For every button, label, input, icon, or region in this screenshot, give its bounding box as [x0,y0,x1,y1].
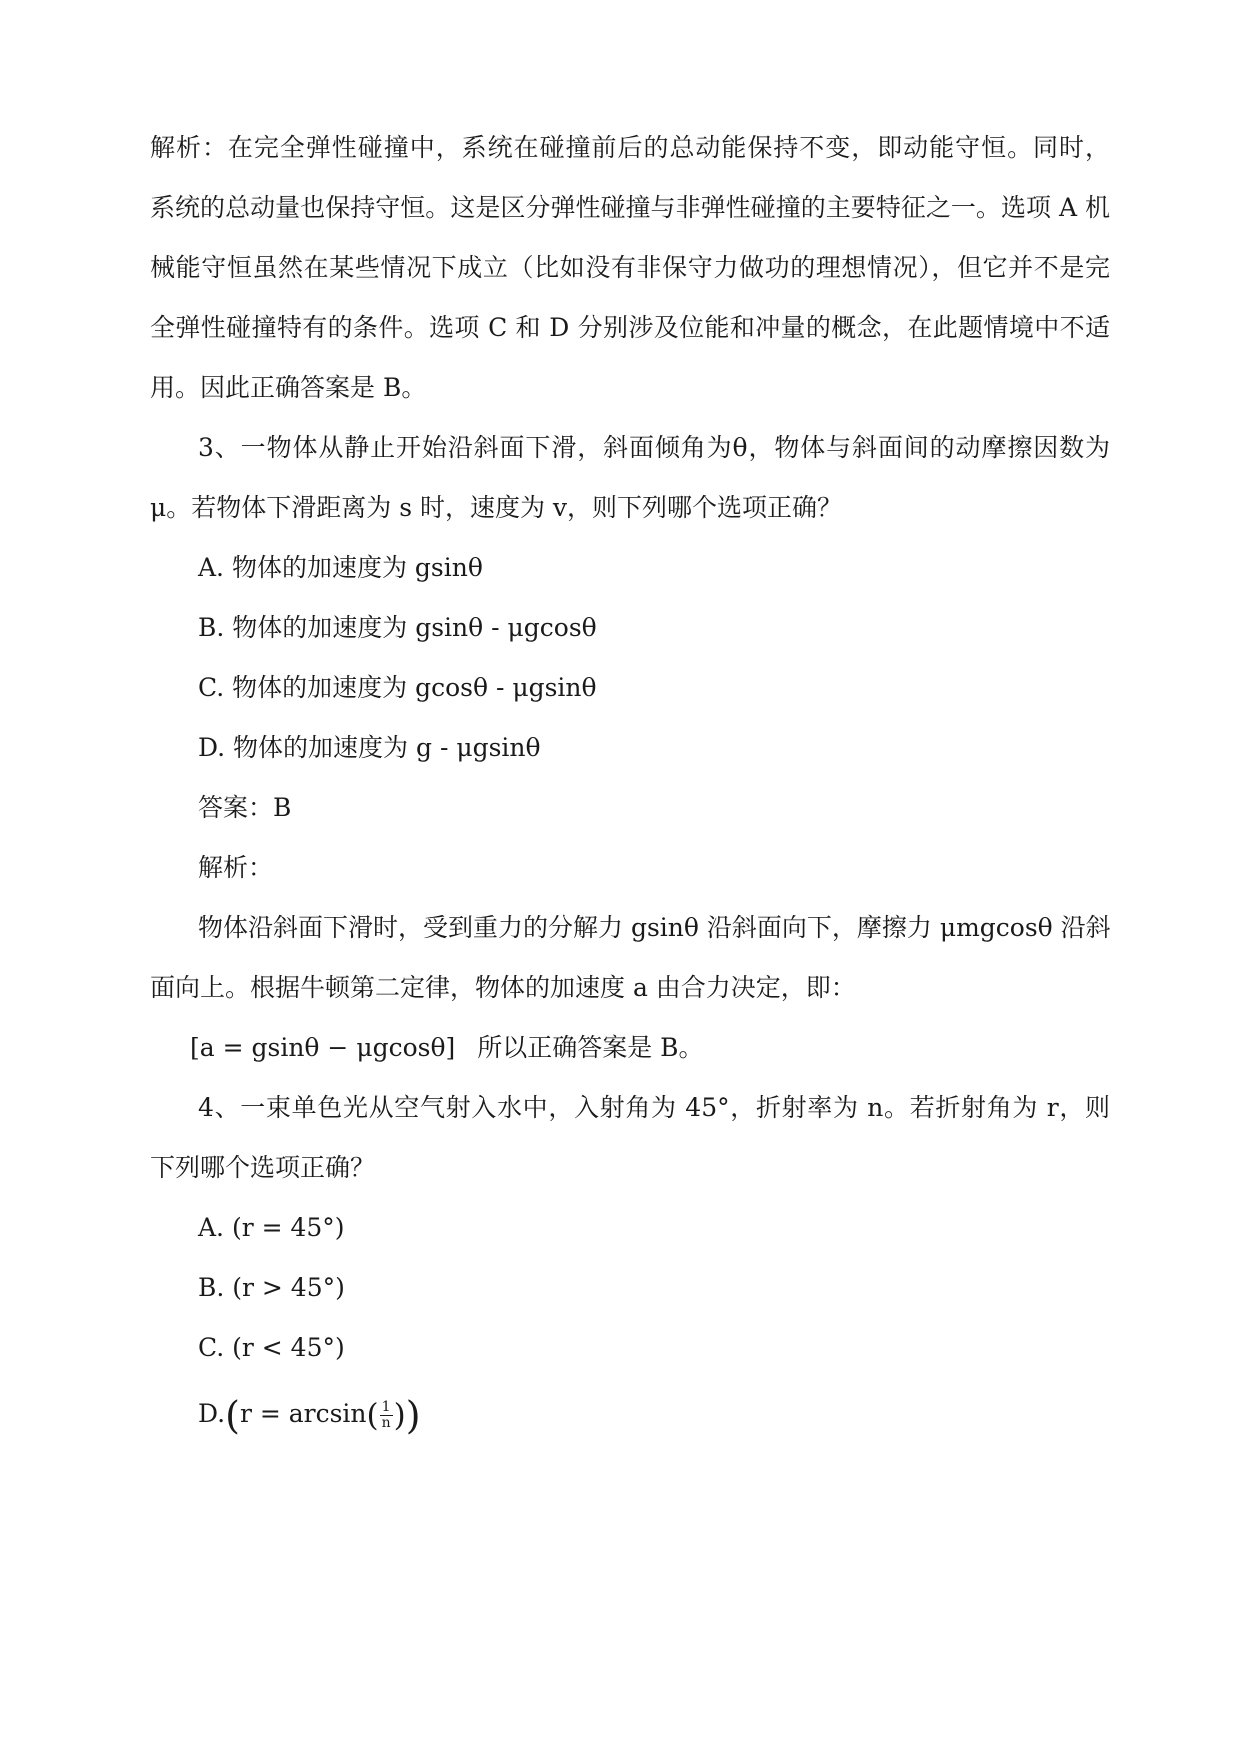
question-3-formula-line [190,1031,704,1065]
question-3-analysis-line-2: 面向上。根据牛顿第二定律，物体的加速度 a 由合力决定，即： [150,973,856,1002]
open-paren-icon: ( [225,1393,240,1438]
question-3-formula: [a = gsinθ − μgcosθ] [190,1033,456,1062]
question-3-analysis-line-1: 物体沿斜面下滑时，受到重力的分解力 gsinθ 沿斜面向下，摩擦力 μmgcosθ 沿斜 [198,913,1111,942]
analysis-line-1: 解析：在完全弹性碰撞中，系统在碰撞前后的总动能保持不变，即动能守恒。同时， [150,133,1110,162]
fraction-numerator: 1 [381,1399,391,1415]
question-3-analysis-label: 解析： [198,853,274,882]
analysis-line-3: 械能守恒虽然在某些情况下成立（比如没有非保守力做功的理想情况），但它并不是完 [150,253,1110,282]
question-3-option-c: C. 物体的加速度为 gcosθ - μgsinθ [198,673,597,702]
question-4-stem-line-2: 下列哪个选项正确？ [150,1153,376,1182]
analysis-line-2: 系统的总动量也保持守恒。这是区分弹性碰撞与非弹性碰撞的主要特征之一。选项 A 机 [150,193,1110,222]
question-3-option-b: B. 物体的加速度为 gsinθ - μgcosθ [198,613,597,642]
question-4-option-a: A. (r = 45°) [198,1213,345,1242]
question-4-option-b: B. (r > 45°) [198,1273,345,1302]
question-4-option-d [198,1393,421,1438]
analysis-line-4: 全弹性碰撞特有的条件。选项 C 和 D 分别涉及位能和冲量的概念，在此题情境中不适 [150,313,1110,342]
question-3-stem-line-1: 3、一物体从静止开始沿斜面下滑，斜面倾角为θ，物体与斜面间的动摩擦因数为 [198,433,1110,462]
fraction-denominator: n [381,1415,391,1431]
open-paren-icon: ( [366,1397,379,1434]
close-paren-icon: ) [405,1393,421,1438]
analysis-line-5: 用。因此正确答案是 B。 [150,373,427,402]
question-4-stem-line-1: 4、一束单色光从空气射入水中，入射角为 45°，折射率为 n。若折射角为 r，则 [198,1093,1110,1122]
question-4-option-d-expr: r = arcsin [239,1399,367,1428]
question-4-option-d-prefix: D. [198,1399,226,1428]
close-paren-icon: ) [393,1397,406,1434]
fraction [380,1400,393,1431]
question-4-option-c: C. (r < 45°) [198,1333,345,1362]
question-3-conclusion: 所以正确答案是 B。 [477,1033,704,1062]
question-3-stem-line-2: μ。若物体下滑距离为 s 时，速度为 v，则下列哪个选项正确？ [150,493,843,522]
question-3-option-a: A. 物体的加速度为 gsinθ [198,553,483,582]
question-3-answer: 答案：B [198,793,292,822]
question-3-option-d: D. 物体的加速度为 g - μgsinθ [198,733,541,762]
